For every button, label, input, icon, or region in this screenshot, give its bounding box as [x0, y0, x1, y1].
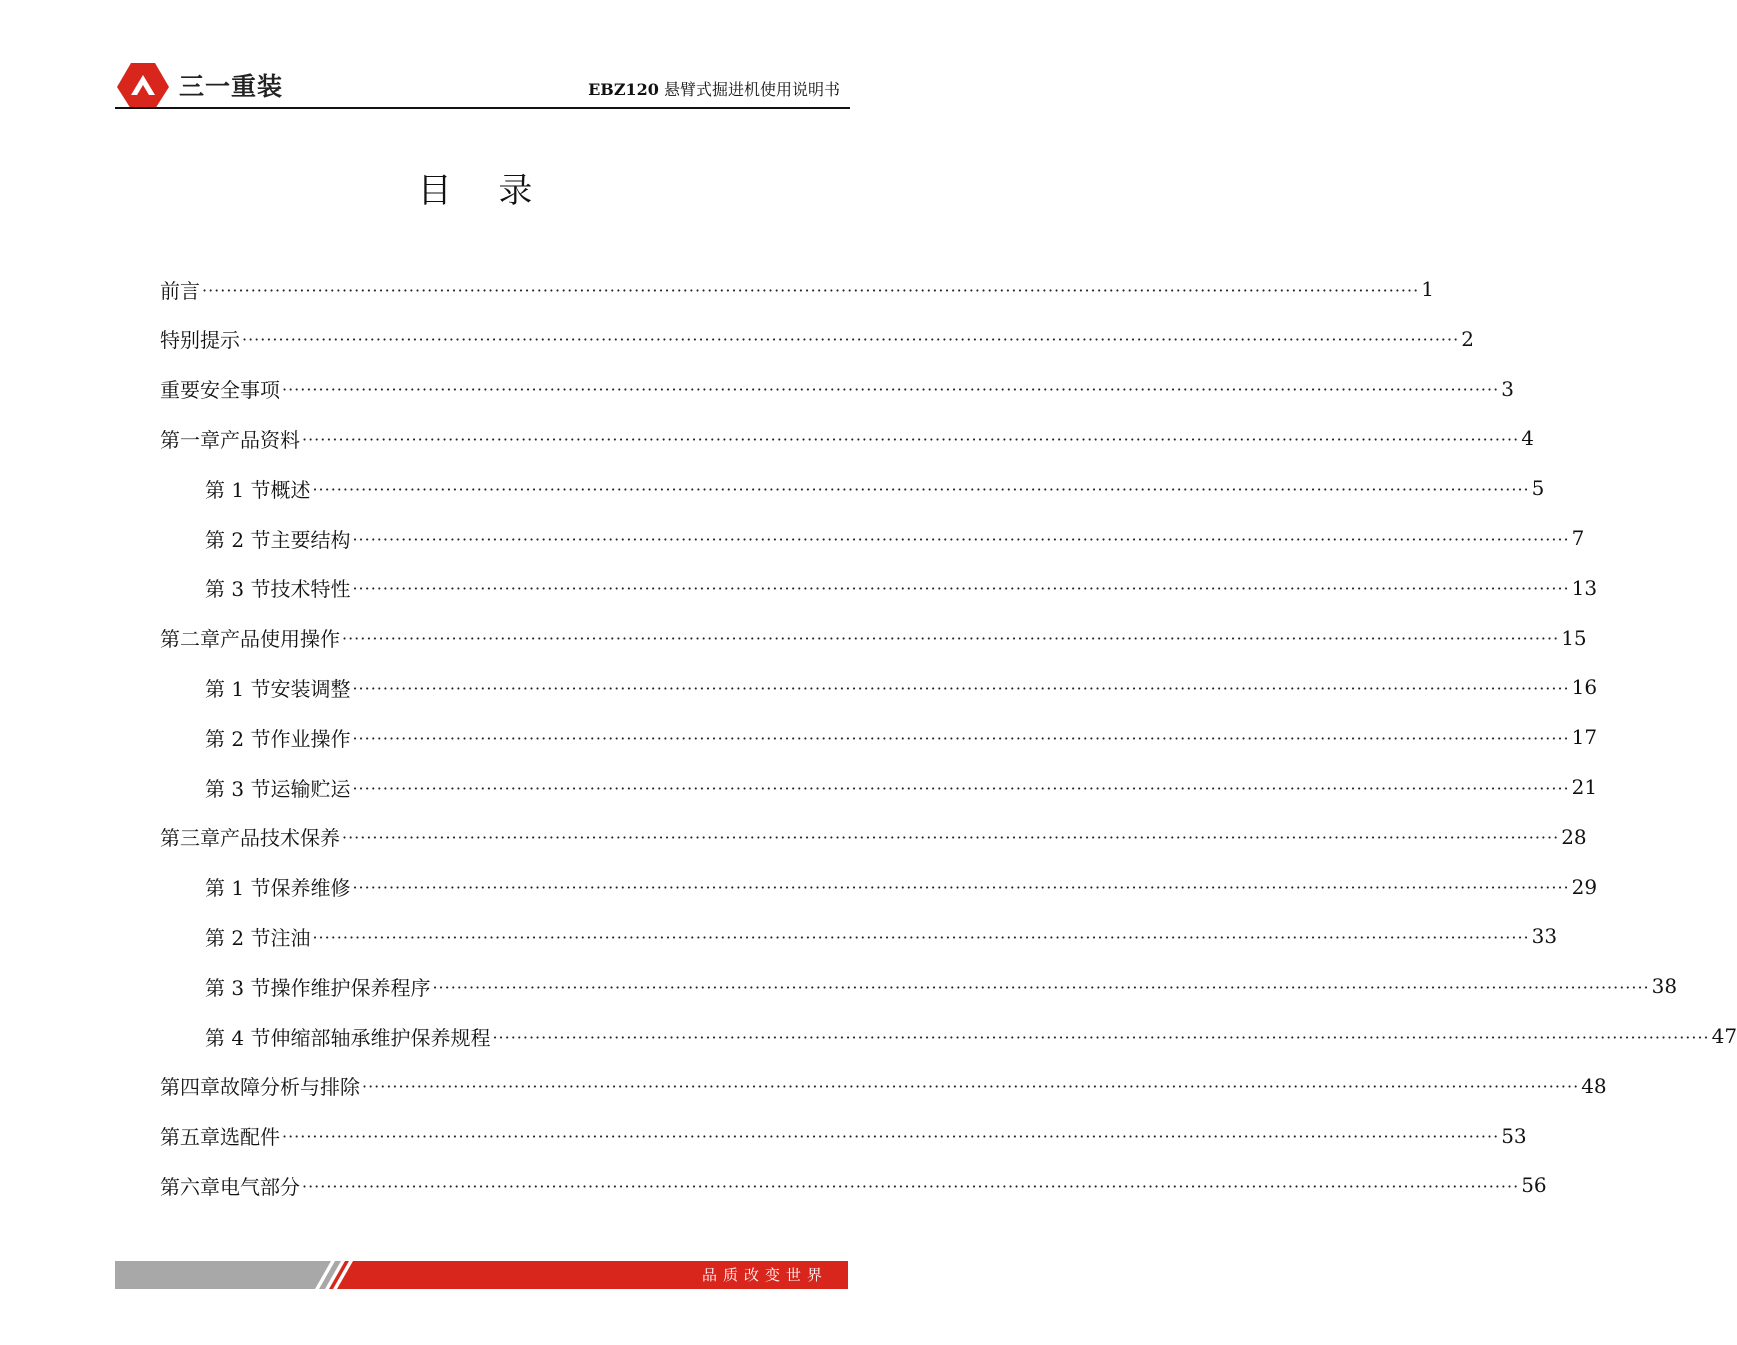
- toc-leader-dots: ········································································································································································································: [242, 330, 1460, 350]
- toc-page-number: 17: [1571, 725, 1598, 750]
- toc-entry[interactable]: [205, 669, 1598, 705]
- footer-slogan: 品质改变世界: [701, 1266, 828, 1284]
- toc-leader-dots: ········································································································································································································: [342, 828, 1560, 848]
- toc-entry-number: 特别提示: [160, 328, 240, 353]
- toc-entry-number: 第 1 节: [205, 876, 271, 901]
- toc-leader-dots: ········································································································································································································: [312, 479, 1530, 499]
- toc-entry-title: 安装调整: [270, 676, 351, 701]
- toc-entry-number: 第 3 节: [205, 975, 271, 1000]
- brand-logo: [115, 61, 283, 109]
- toc-entry[interactable]: [205, 470, 1545, 506]
- toc-entry-title: 保养维修: [270, 876, 351, 901]
- toc-entry[interactable]: [205, 918, 1558, 954]
- header-divider: [115, 107, 850, 109]
- toc-entry-number: 第 4 节: [205, 1025, 271, 1050]
- toc-entry-title: 操作维护保养程序: [270, 975, 431, 1000]
- toc-entry[interactable]: [160, 1167, 1547, 1203]
- toc-entry-title: 概述: [270, 477, 311, 502]
- toc-entry[interactable]: [160, 819, 1587, 855]
- page-header: [115, 55, 850, 111]
- toc-entry[interactable]: [205, 719, 1598, 755]
- toc-entry-title: 选配件: [220, 1125, 280, 1150]
- document-title: [588, 77, 840, 100]
- toc-leader-dots: ········································································································································································································: [202, 280, 1420, 300]
- toc-page-number: 7: [1571, 526, 1585, 550]
- toc-page-number: 29: [1571, 874, 1598, 899]
- toc-entry[interactable]: [160, 321, 1474, 357]
- toc-entry-title: 作业操作: [270, 726, 351, 751]
- toc-entry-title: 产品使用操作: [220, 627, 340, 652]
- toc-page-number: 3: [1501, 376, 1514, 401]
- toc-leader-dots: ········································································································································································································: [432, 977, 1650, 997]
- toc-leader-dots: ········································································································································································································: [302, 1176, 1520, 1196]
- toc-entry[interactable]: [160, 1068, 1607, 1104]
- toc-page-number: 16: [1571, 675, 1598, 700]
- toc-entry[interactable]: [160, 371, 1514, 407]
- page-footer: [115, 1261, 848, 1289]
- toc-entry-number: 第一章: [160, 427, 220, 452]
- toc-entry-title: 主要结构: [270, 527, 351, 552]
- toc-page-number: 21: [1571, 775, 1598, 799]
- toc-page-number: 53: [1501, 1123, 1527, 1148]
- toc-page-number: 48: [1581, 1073, 1607, 1098]
- toc-entry[interactable]: [205, 769, 1598, 805]
- toc-entry-title: 运输贮运: [270, 776, 351, 801]
- toc-entry-number: 第 3 节: [205, 577, 271, 602]
- document-model: EBZ120: [588, 80, 659, 99]
- toc-entry-number: 第三章: [160, 826, 220, 851]
- toc-entry-number: 第六章: [160, 1174, 220, 1199]
- toc-leader-dots: ········································································································································································································: [352, 678, 1570, 698]
- toc-page-number: 15: [1561, 625, 1587, 650]
- toc-entry-number: 第 2 节: [205, 527, 271, 552]
- toc-entry-number: 重要安全事项: [160, 378, 280, 403]
- toc-leader-dots: ········································································································································································································: [282, 1127, 1500, 1147]
- toc-entry-title: 故障分析与排除: [220, 1075, 360, 1100]
- toc-page-number: 13: [1571, 575, 1598, 600]
- toc-leader-dots: ········································································································································································································: [342, 629, 1560, 649]
- toc-leader-dots: ········································································································································································································: [312, 927, 1530, 947]
- toc-page-number: 4: [1521, 426, 1534, 451]
- toc-entry-number: 第 1 节: [205, 477, 271, 502]
- toc-page-number: 2: [1461, 326, 1474, 351]
- toc-page-number: 28: [1561, 824, 1587, 849]
- toc-entry-number: 第 3 节: [205, 776, 271, 801]
- toc-entry-number: 第四章: [160, 1075, 220, 1100]
- toc-entry-number: 前言: [160, 278, 200, 303]
- toc-leader-dots: ········································································································································································································: [352, 878, 1570, 898]
- toc-leader-dots: ········································································································································································································: [352, 579, 1570, 599]
- toc-entry[interactable]: [160, 620, 1587, 656]
- toc-page-number: 56: [1521, 1173, 1547, 1198]
- toc-leader-dots: ········································································································································································································: [492, 1027, 1710, 1047]
- toc-entry[interactable]: [160, 420, 1534, 456]
- toc-page-number: 33: [1531, 924, 1558, 949]
- toc-page-number: 1: [1421, 277, 1434, 301]
- toc-entry-number: 第 1 节: [205, 676, 271, 701]
- toc-entry[interactable]: [205, 520, 1585, 556]
- document-name: 悬臂式掘进机使用说明书: [658, 80, 840, 99]
- toc-page-number: 38: [1651, 974, 1678, 999]
- toc-entry[interactable]: [160, 1118, 1527, 1154]
- toc-entry[interactable]: [205, 968, 1678, 1004]
- sany-logo-icon: [115, 61, 171, 109]
- page-title: 目 录: [417, 171, 551, 211]
- toc-entry-title: 产品技术保养: [220, 826, 340, 851]
- toc-page-number: 5: [1531, 476, 1545, 501]
- toc-entry-title: 注油: [270, 925, 311, 950]
- toc-leader-dots: ········································································································································································································: [362, 1077, 1580, 1097]
- toc-page-number: 47: [1711, 1024, 1737, 1048]
- toc-leader-dots: ········································································································································································································: [352, 728, 1570, 748]
- toc-leader-dots: ········································································································································································································: [352, 778, 1570, 798]
- toc-leader-dots: ········································································································································································································: [352, 529, 1570, 549]
- brand-name: 三一重装: [179, 72, 284, 101]
- toc-entry-number: 第 2 节: [205, 925, 271, 950]
- toc-entry-title: 伸缩部轴承维护保养规程: [270, 1025, 491, 1050]
- toc-entry-title: 产品资料: [220, 427, 300, 452]
- toc-leader-dots: ········································································································································································································: [282, 380, 1500, 400]
- toc-entry-title: 技术特性: [270, 577, 351, 602]
- toc-leader-dots: ········································································································································································································: [302, 429, 1520, 449]
- toc-entry-number: 第 2 节: [205, 726, 271, 751]
- toc-entry[interactable]: [160, 271, 1434, 307]
- toc-entry-title: 电气部分: [220, 1174, 300, 1199]
- toc-entry[interactable]: [205, 1018, 1737, 1054]
- toc-entry[interactable]: [205, 869, 1598, 905]
- toc-entry[interactable]: [205, 570, 1598, 606]
- toc-entry-number: 第二章: [160, 627, 220, 652]
- toc-entry-number: 第五章: [160, 1125, 220, 1150]
